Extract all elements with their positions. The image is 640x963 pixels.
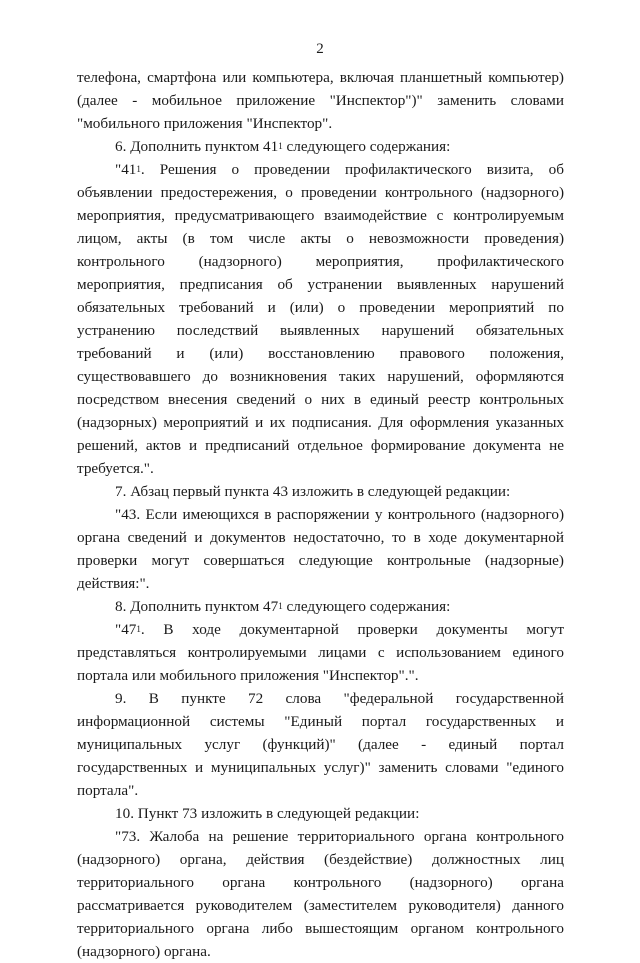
paragraph-item-10: 10. Пункт 73 изложить в следующей редакции: — [115, 805, 420, 822]
paragraph-text: "41 — [115, 161, 137, 178]
paragraph-text: 8. Дополнить пунктом 47 — [115, 598, 279, 615]
paragraph-text: . Решения о проведении профилактического визита, об объявлении предостережения, о проведении контрольного (надзорного) мероприятия, предусматривающего взаимодействие с контролируемым лицом, акты (в том числе акты о невозможности проведения) контрольного (надзорного) мероприятия, профилактического мероприятия, предписания об устранении выявленных нарушений обязательных требований и (или) о проведении мероприятий по устранению последствий выявленных нарушений обязательных требований и (или) восстановлению правового положения, существовавшего до возникновения таких нарушений, оформляются посредством внесения сведений о них в единый реестр контрольных (надзорных) мероприятий и их подписания. Для оформления указанных решений, актов и предписаний отдельное формирование документа не требуется.". — [77, 161, 564, 477]
superscript: 1 — [278, 601, 283, 611]
paragraph-continuation: телефона, смартфона или компьютера, включая планшетный компьютер) (далее - мобильное приложение "Инспектор")" заменить словами "мобильного приложения "Инспектор". — [77, 69, 564, 132]
document-body — [77, 66, 564, 963]
paragraph-item-8 — [77, 595, 564, 618]
paragraph-clause-47-1 — [77, 618, 564, 687]
paragraph-clause-73: "73. Жалоба на решение территориального органа контрольного (надзорного) органа, действия (бездействие) должностных лиц территориального органа контрольного (надзорного) органа рассматривается руководителем (заместителем руководителя) данного территориального органа либо вышестоящим органом контрольного (надзорного) органа. — [77, 828, 564, 960]
superscript: 1 — [278, 141, 283, 151]
paragraph-text: следующего содержания: — [282, 138, 451, 155]
paragraph-text: 6. Дополнить пунктом 41 — [115, 138, 279, 155]
paragraph-clause-43: "43. Если имеющихся в распоряжении у контрольного (надзорного) органа сведений и документов недостаточно, то в ходе документарной проверки могут совершаться следующие контрольные (надзорные) действия:". — [77, 506, 564, 592]
paragraph-item-9: 9. В пункте 72 слова "федеральной государственной информационной системы "Единый портал государственных и муниципальных услуг (функций)" (далее - единый портал государственных и муниципальных услуг)" заменить словами "единого портала". — [77, 690, 564, 799]
paragraph-text: следующего содержания: — [282, 598, 451, 615]
page-number: 2 — [316, 41, 324, 57]
paragraph-item-6 — [77, 135, 564, 158]
paragraph-clause-41-1 — [77, 158, 564, 480]
superscript: 1 — [136, 164, 141, 174]
paragraph-item-7: 7. Абзац первый пункта 43 изложить в следующей редакции: — [115, 483, 511, 500]
paragraph-text: . В ходе документарной проверки документы могут представляться контролируемыми лицами с использованием единого портала или мобильного приложения "Инспектор".". — [77, 621, 564, 684]
superscript: 1 — [136, 624, 141, 634]
paragraph-text: "47 — [115, 621, 137, 638]
